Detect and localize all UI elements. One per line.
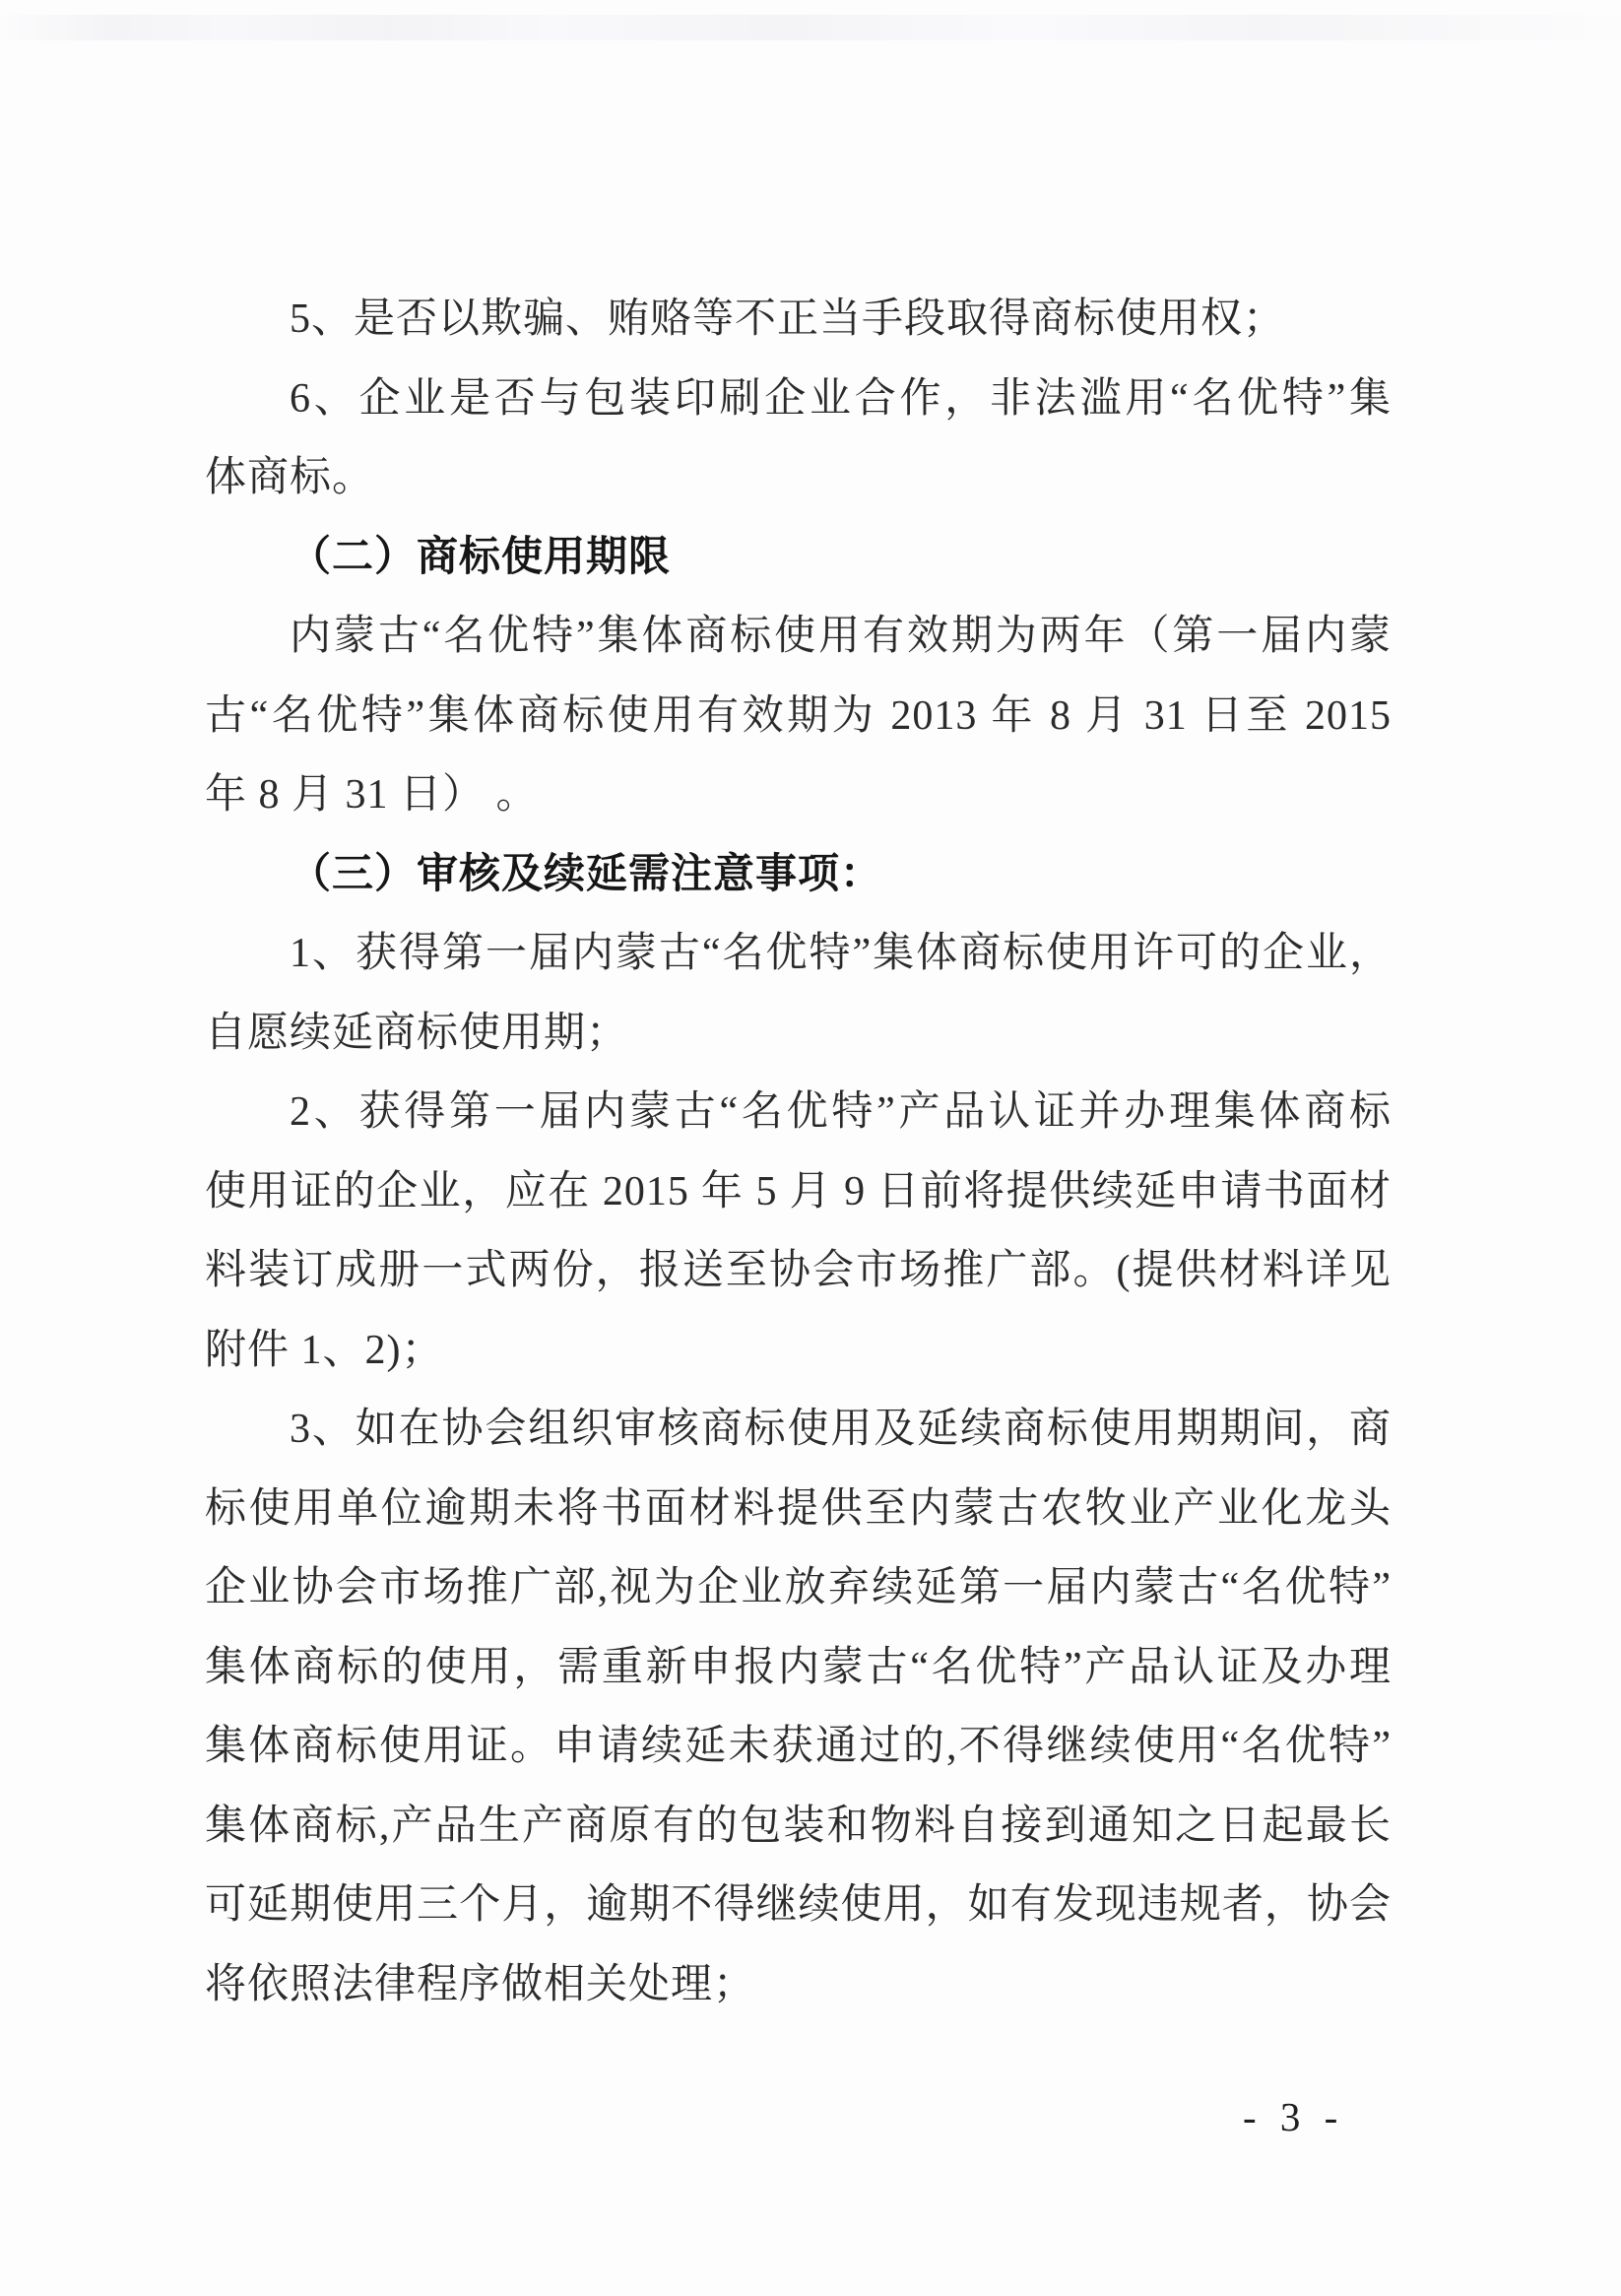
list-item-3-cont: 集体商标的使用，需重新申报内蒙古“名优特”产品认证及办理 bbox=[205, 1644, 1392, 1690]
paragraph-line: 年 8 月 31 日） 。 bbox=[205, 772, 539, 818]
list-item-5: 5、是否以欺骗、贿赂等不正当手段取得商标使用权； bbox=[290, 296, 1286, 342]
list-item-3: 3、如在协会组织审核商标使用及延续商标使用期期间，商 bbox=[290, 1407, 1392, 1452]
page-number: - 3 - bbox=[1243, 2094, 1341, 2139]
scan-artifact-band bbox=[0, 15, 1621, 40]
section-heading-2: （二）商标使用期限 bbox=[290, 534, 672, 580]
list-item-3-cont: 集体商标,产品生产商原有的包装和物料自接到通知之日起最长 bbox=[205, 1803, 1392, 1849]
list-item-2-cont: 使用证的企业，应在 2015 年 5 月 9 日前将提供续延申请书面材 bbox=[205, 1168, 1392, 1214]
list-item-2: 2、获得第一届内蒙古“名优特”产品认证并办理集体商标 bbox=[290, 1089, 1392, 1135]
list-item-3-cont: 可延期使用三个月，逾期不得继续使用，如有发现违规者，协会 bbox=[205, 1882, 1392, 1928]
list-item-6: 6、企业是否与包装印刷企业合作，非法滥用“名优特”集 bbox=[290, 375, 1392, 422]
list-item-3-cont: 企业协会市场推广部,视为企业放弃续延第一届内蒙古“名优特” bbox=[205, 1565, 1392, 1610]
list-item-6-cont: 体商标。 bbox=[205, 455, 375, 500]
paragraph-line: 古“名优特”集体商标使用有效期为 2013 年 8 月 31 日至 2015 bbox=[205, 692, 1392, 739]
list-item-2-cont: 附件 1、2)； bbox=[205, 1327, 444, 1373]
list-item-3-cont: 标使用单位逾期未将书面材料提供至内蒙古农牧业产业化龙头 bbox=[205, 1485, 1392, 1532]
section-heading-3: （三）审核及续延需注意事项： bbox=[290, 851, 883, 897]
list-item-2-cont: 料装订成册一式两份，报送至协会市场推广部。(提供材料详见 bbox=[205, 1248, 1392, 1293]
list-item-1-cont: 自愿续延商标使用期； bbox=[205, 1010, 629, 1056]
paragraph-line: 内蒙古“名优特”集体商标使用有效期为两年（第一届内蒙 bbox=[290, 614, 1392, 659]
list-item-1: 1、获得第一届内蒙古“名优特”集体商标使用许可的企业， bbox=[290, 931, 1392, 976]
list-item-3-cont: 将依照法律程序做相关处理； bbox=[205, 1961, 756, 2007]
list-item-3-cont: 集体商标使用证。申请续延未获通过的,不得继续使用“名优特” bbox=[205, 1724, 1392, 1769]
document-body bbox=[205, 280, 1392, 2024]
